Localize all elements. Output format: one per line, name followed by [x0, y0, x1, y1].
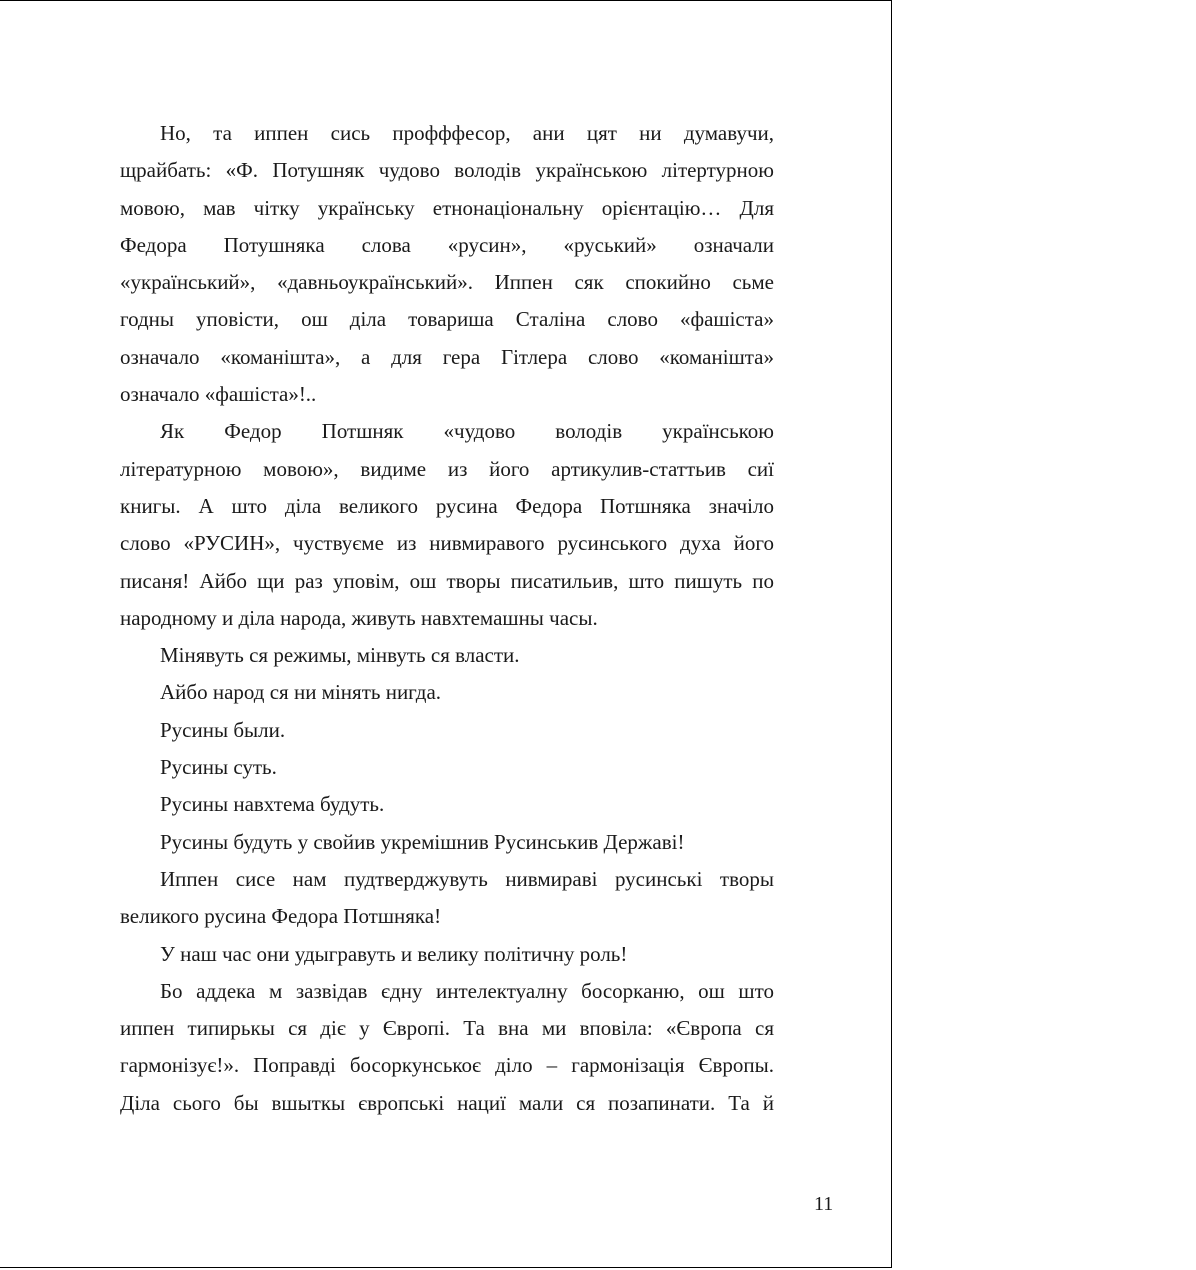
text-line: літературною мовою», видиме из його артикулив-статтьив сиї: [120, 456, 774, 481]
text-line: Айбо народ ся ни мінять нигда.: [160, 680, 442, 705]
text-line: означало «фашіста»!..: [120, 382, 317, 407]
text-line: гармонізує!». Поправді босоркунськоє діло – гармонізація Європы.: [120, 1053, 774, 1078]
text-line: означало «команішта», а для гера Гітлера слово «команішта»: [120, 344, 774, 369]
text-line: «український», «давньоукраїнський». Иппен сяк спокийно сьме: [120, 270, 774, 295]
text-line: слово «РУСИН», чуствуєме из нивмиравого русинського духа його: [120, 531, 774, 556]
text-line: книгы. А што діла великого русина Федора Потшняка значіло: [120, 493, 774, 518]
text-line: Як Федор Потшняк «чудово володів українською: [160, 419, 774, 444]
text-line: писаня! Айбо щи раз уповім, ош творы писатильив, што пишуть по: [120, 568, 774, 593]
text-line: народному и діла народа, живуть навхтемашны часы.: [120, 605, 598, 630]
text-line: Русины будуть у свойив укремішнив Русинськив Державі!: [160, 829, 685, 854]
text-line: У наш час они удыгравуть и велику політичну роль!: [160, 941, 628, 966]
page-number: 11: [814, 1193, 834, 1215]
text-line: великого русина Федора Потшняка!: [120, 904, 442, 929]
text-line: Федора Потушняка слова «русин», «руський» означали: [120, 232, 774, 257]
text-line: годны уповісти, ош діла товариша Сталіна слово «фашіста»: [120, 307, 774, 332]
text-line: Бо аддека м зазвідав єдну интелектуалну босорканю, ош што: [160, 978, 774, 1003]
text-line: Мінявуть ся режимы, мінвуть ся власти.: [160, 643, 520, 668]
text-line: Русины суть.: [160, 755, 277, 780]
text-line: Діла сього бы вшыткы європські нациї мали ся позапинати. Та й: [120, 1090, 774, 1115]
text-line: Иппен сисе нам пудтверджувуть нивмираві русинські творы: [160, 866, 774, 891]
text-line: Русины были.: [160, 717, 286, 742]
text-line: мовою, мав чітку українську етнонаціональну орієнтацію… Для: [120, 195, 774, 220]
text-line: щрайбать: «Ф. Потушняк чудово володів українською літертурною: [120, 158, 774, 183]
text-line: Русины навхтема будуть.: [160, 792, 385, 817]
text-line: иппен типирькы ся діє у Європі. Та вна ми вповіла: «Європа ся: [120, 1016, 774, 1041]
text-line: Но, та иппен сись профффесор, ани цят ни думавучи,: [160, 121, 774, 145]
body-text: [120, 115, 774, 1122]
